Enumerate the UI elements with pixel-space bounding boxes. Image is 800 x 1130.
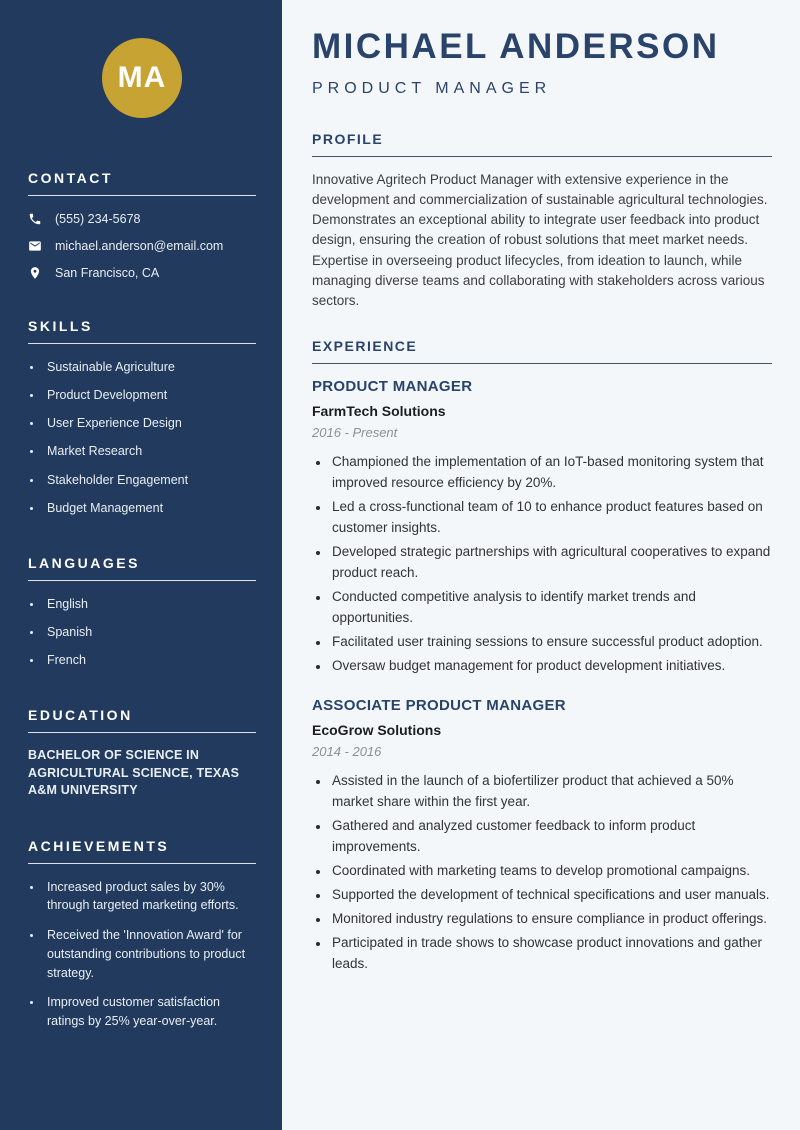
page-title: MICHAEL ANDERSON [312,27,720,66]
contact-divider [28,195,256,196]
skill-item: • Budget Management [43,499,256,517]
sidebar [0,0,282,1130]
job-bullet: • Monitored industry regulations to ensure compliance in product offerings. [330,909,772,930]
profile-heading: PROFILE [312,130,384,147]
profile-divider [312,156,772,157]
language-item: • French [43,651,256,669]
achievements-list [28,878,256,1031]
job-bullets [312,452,772,676]
achievement-item: • Improved customer satisfaction ratings by 25% year-over-year. [43,993,256,1031]
job-bullet: • Gathered and analyzed customer feedback to inform product improvements. [330,816,772,858]
phone-text: (555) 234-5678 [55,212,141,226]
experience-divider [312,363,772,364]
skills-heading: SKILLS [28,318,93,334]
job-bullet: • Developed strategic partnerships with agricultural cooperatives to expand product reach. [330,542,772,584]
contact-row-phone [28,212,256,226]
job-bullet: • Assisted in the launch of a biofertilizer product that achieved a 50% market share within the first year. [330,771,772,813]
languages-section [28,555,256,669]
contact-row-email [28,239,256,253]
skill-item: • Market Research [43,442,256,460]
job-dates: 2016 - Present [312,425,398,441]
experience-heading: EXPERIENCE [312,338,418,355]
profile-text: Innovative Agritech Product Manager with extensive experience in the development and commercialization of sustainable agricultural technologies. Demonstrates an exceptional ability to integrate user feedback into product design, ensuring the creation of robust solutions that meet market needs. Expertise in overseeing product lifecycles, from ideation to launch, while managing diverse teams and collaborating with stakeholders across various sectors. [312,171,768,308]
skills-divider [28,343,256,344]
language-item: • Spanish [43,623,256,641]
email-text: michael.anderson@email.com [55,239,224,253]
achievements-divider [28,863,256,864]
location-text: San Francisco, CA [55,266,160,280]
email-icon [28,239,42,253]
job-bullet: • Facilitated user training sessions to ensure successful product adoption. [330,632,772,653]
languages-list [28,595,256,669]
avatar [102,38,182,118]
job-company: FarmTech Solutions [312,403,446,420]
languages-divider [28,580,256,581]
job-bullet: • Conducted competitive analysis to identify market trends and opportunities. [330,587,772,629]
achievement-item: • Received the 'Innovation Award' for outstanding contributions to product strategy. [43,926,256,982]
education-divider [28,732,256,733]
degree-text: BACHELOR OF SCIENCE IN AGRICULTURAL SCIENCE, TEXAS A&M UNIVERSITY [28,748,240,798]
skill-item: • Sustainable Agriculture [43,358,256,376]
job-entry-1 [312,378,772,676]
contact-heading: CONTACT [28,170,113,186]
role-subtitle: PRODUCT MANAGER [312,79,552,97]
job-title: PRODUCT MANAGER [312,378,473,396]
language-item: • English [43,595,256,613]
languages-heading: LANGUAGES [28,554,140,571]
profile-section [312,131,772,312]
main-content [282,0,800,1130]
skill-item: • Product Development [43,386,256,404]
location-icon [28,266,42,280]
skill-item: • User Experience Design [43,414,256,432]
job-bullet: • Oversaw budget management for product development initiatives. [330,656,772,677]
avatar-wrap [28,38,256,118]
job-bullet: • Supported the development of technical specifications and user manuals. [330,885,772,906]
phone-icon [28,212,42,226]
contact-list [28,212,256,280]
job-title: ASSOCIATE PRODUCT MANAGER [312,697,566,715]
skills-list [28,358,256,517]
job-bullet: • Participated in trade shows to showcase product innovations and gather leads. [330,933,772,975]
experience-section [312,338,772,975]
skill-item: • Stakeholder Engagement [43,471,256,489]
skills-section [28,318,256,517]
job-company: EcoGrow Solutions [312,722,442,739]
job-bullet: • Led a cross-functional team of 10 to enhance product features based on customer insights. [330,497,772,539]
job-bullet: • Championed the implementation of an IoT-based monitoring system that improved resource efficiency by 20%. [330,452,772,494]
job-entry-2 [312,697,772,974]
achievements-section [28,838,256,1031]
education-heading: EDUCATION [28,707,133,724]
job-bullets [312,771,772,974]
education-section [28,707,256,800]
avatar-initials: MA [117,61,167,94]
achievement-item: • Increased product sales by 30% through targeted marketing efforts. [43,878,256,916]
job-bullet: • Coordinated with marketing teams to develop promotional campaigns. [330,861,772,882]
achievements-heading: ACHIEVEMENTS [28,837,170,854]
contact-section [28,170,256,280]
job-dates: 2014 - 2016 [312,744,382,760]
contact-row-location [28,266,256,280]
